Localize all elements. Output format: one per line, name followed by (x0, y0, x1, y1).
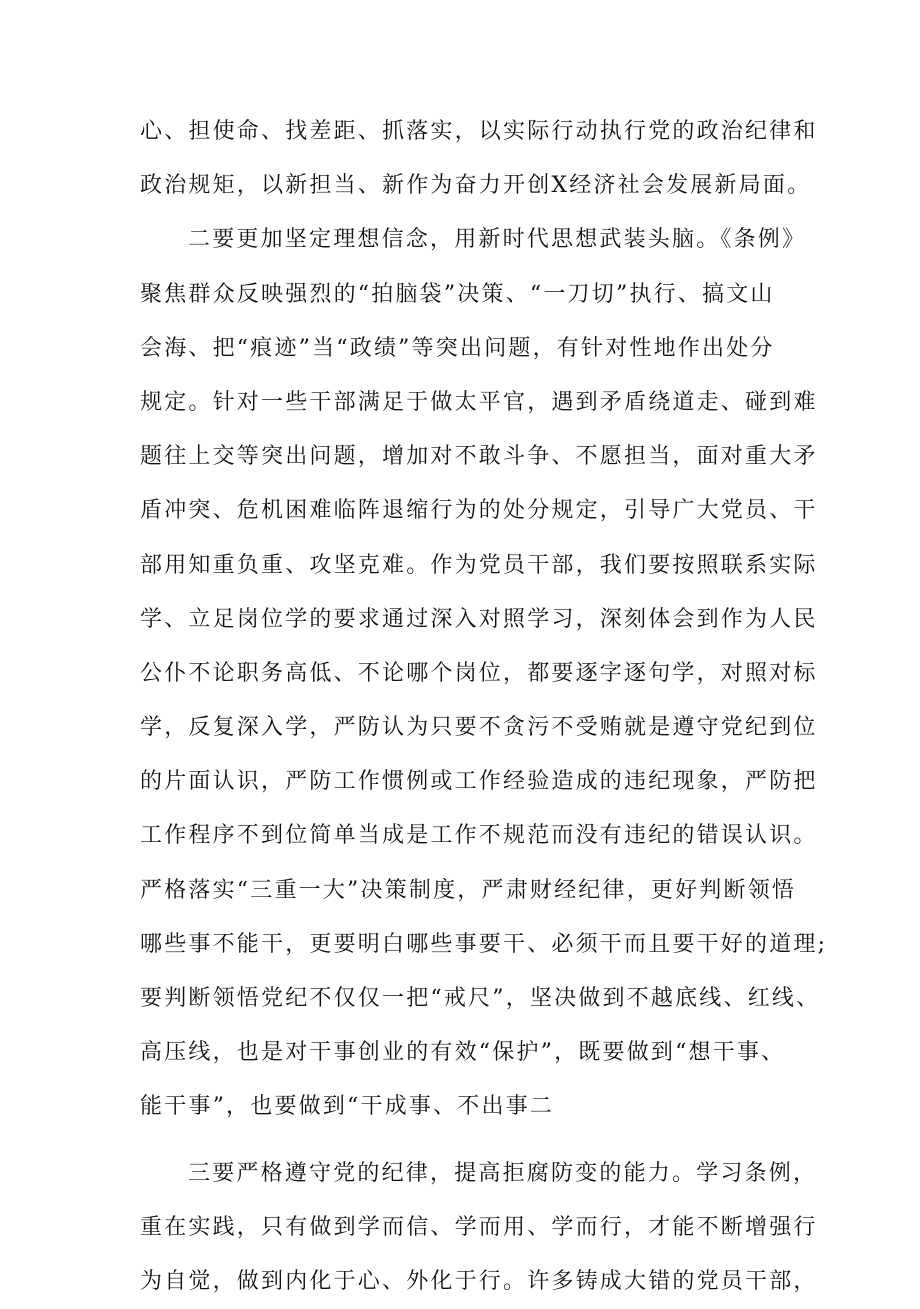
paragraph-2-line-1: 二要更加坚定理想信念，用新时代思想武装头脑。《条例》 (188, 227, 807, 253)
paragraph-2-line-10: 学，反复深入学，严防认为只要不贪污不受贿就是遵守党纪到位 (140, 715, 818, 741)
paragraph-2-line-8: 学、立足岗位学的要求通过深入对照学习，深刻体会到作为人民 (140, 606, 818, 632)
paragraph-3-line-1: 三要严格遵守党的纪律，提高拒腐防变的能力。学习条例， (188, 1160, 818, 1186)
paragraph-2-line-7: 部用知重负重、攻坚克难。作为党员干部，我们要按照联系实际 (140, 552, 818, 578)
paragraph-2-line-3: 会海、把“痕迹”当“政绩”等突出问题，有针对性地作出处分 (140, 335, 775, 361)
paragraph-1-line-1: 心、担使命、找差距、抓落实，以实际行动执行党的政治纪律和 (140, 119, 818, 144)
paragraph-2-line-5: 题往上交等突出问题，增加对不敢斗争、不愿担当，面对重大矛 (140, 444, 818, 470)
paragraph-2-line-11: 的片面认识，严防工作惯例或工作经验造成的违纪现象，严防把 (140, 769, 818, 795)
paragraph-2-line-17: 能干事”，也要做到“干成事、不出事二 (140, 1094, 555, 1120)
paragraph-3-line-3: 为自觉，做到内化于心、外化于行。许多铸成大错的党员干部， (140, 1268, 818, 1294)
paragraph-2-line-12: 工作程序不到位简单当成是工作不规范而没有违纪的错误认识。 (140, 823, 818, 849)
document-body (140, 105, 828, 1309)
paragraph-2-line-6: 盾冲突、危机困难临阵退缩行为的处分规定，引导广大党员、干 (140, 498, 818, 524)
paragraph-3-line-2: 重在实践，只有做到学而信、学而用、学而行，才能不断增强行 (140, 1214, 818, 1240)
paragraph-2-line-2: 聚焦群众反映强烈的“拍脑袋”决策、“一刀切”执行、搞文山 (140, 281, 775, 307)
paragraph-2-line-4: 规定。针对一些干部满足于做太平官，遇到矛盾绕道走、碰到难 (140, 389, 818, 415)
paragraph-1-line-2: 政治规矩，以新担当、新作为奋力开创X经济社会发展新局面。 (140, 173, 812, 199)
paragraph-gap (140, 1135, 780, 1147)
paragraph-2-line-9: 公仆不论职务高低、不论哪个岗位，都要逐字逐句学，对照对标 (140, 660, 818, 686)
paragraph-2-line-13: 严格落实“三重一大”决策制度，严肃财经纪律，更好判断领悟 (140, 877, 797, 903)
paragraph-2-line-14: 哪些事不能干，更要明白哪些事要干、必须干而且要干好的道理; (140, 931, 828, 957)
paragraph-2-line-16: 高压线，也是对干事创业的有效“保护”，既要做到“想干事、 (140, 1040, 786, 1066)
paragraph-2-line-15: 要判断领悟党纪不仅仅一把“戒尺”，坚决做到不越底线、红线、 (140, 986, 821, 1011)
